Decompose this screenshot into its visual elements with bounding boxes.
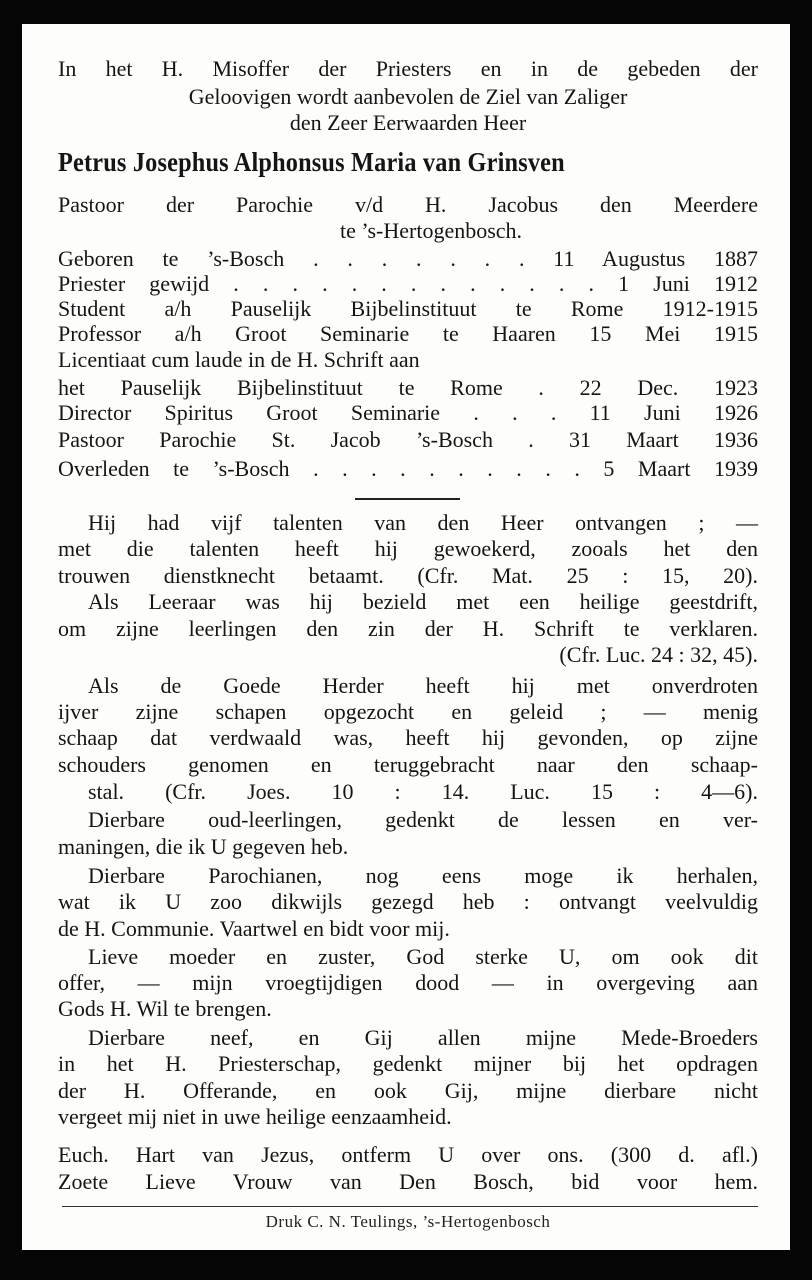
intro-line: Geloovigen wordt aanbevolen de Ziel van Zaliger	[188, 84, 628, 109]
body-line: vergeet mij niet in uwe heilige eenzaamheid.	[58, 1104, 452, 1129]
body-line: der H. Offerande, en ook Gij, mijne dierbare nicht	[58, 1078, 758, 1103]
intro-line: In het H. Misoffer der Priesters en in de gebeden der	[58, 56, 758, 81]
body-line: Hij had vijf talenten van den Heer ontvangen ; —	[88, 510, 758, 535]
career-line: Geboren te ’s-Bosch . . . . . . . 11 Augustus 1887	[58, 246, 758, 271]
body-line: wat ik U zoo dikwijls gezegd heb : ontvangt veelvuldig	[58, 889, 758, 914]
body-line: Gods H. Wil te brengen.	[58, 996, 272, 1021]
prayer-line: Euch. Hart van Jezus, ontferm U over ons. (300 d. afl.)	[58, 1142, 758, 1167]
body-line: maningen, die ik U gegeven heb.	[58, 834, 349, 859]
career-line: Overleden te ’s-Bosch . . . . . . . . . . 5 Maart 1939	[58, 456, 758, 481]
career-line: Licentiaat cum laude in de H. Schrift aan	[58, 347, 420, 372]
body-line: Dierbare oud-leerlingen, gedenkt de lessen en ver-	[88, 807, 758, 832]
printer-credit: Druk C. N. Teulings, ’s-Hertogenbosch	[265, 1212, 551, 1231]
footer-rule	[62, 1206, 758, 1207]
body-line: Als Leeraar was hij bezield met een heilige geestdrift,	[88, 589, 758, 614]
intro-line: den Zeer Eerwaarden Heer	[289, 110, 527, 135]
divider	[355, 498, 460, 500]
title-line: te ’s-Hertogenbosch.	[340, 218, 523, 243]
career-line: Priester gewijd . . . . . . . . . . . . . 1 Juni 1912	[58, 271, 758, 296]
title-line: Pastoor der Parochie v/d H. Jacobus den Meerdere	[58, 192, 758, 217]
body-line: (Cfr. Luc. 24 : 32, 45).	[559, 642, 758, 667]
body-line: stal. (Cfr. Joes. 10 : 14. Luc. 15 : 4—6).	[88, 779, 758, 804]
deceased-name: Petrus Josephus Alphonsus Maria van Grinsven	[58, 147, 565, 177]
body-line: Als de Goede Herder heeft hij met onverdroten	[88, 673, 758, 698]
body-line: met die talenten heeft hij gewoekerd, zooals het den	[58, 536, 758, 561]
body-line: Dierbare neef, en Gij allen mijne Mede-Broeders	[88, 1025, 758, 1050]
prayer-line: Zoete Lieve Vrouw van Den Bosch, bid voor hem.	[58, 1169, 758, 1194]
body-line: Dierbare Parochianen, nog eens moge ik herhalen,	[88, 863, 758, 888]
career-line: Director Spiritus Groot Seminarie . . . 11 Juni 1926	[58, 400, 758, 425]
body-line: om zijne leerlingen den zin der H. Schrift te verklaren.	[58, 616, 758, 641]
career-line: Pastoor Parochie St. Jacob ’s-Bosch . 31 Maart 1936	[58, 427, 758, 452]
body-line: de H. Communie. Vaartwel en bidt voor mij.	[58, 916, 450, 941]
body-line: offer, — mijn vroegtijdigen dood — in overgeving aan	[58, 970, 758, 995]
career-line: Student a/h Pauselijk Bijbelinstituut te Rome 1912-1915	[58, 296, 758, 321]
career-line: Professor a/h Groot Seminarie te Haaren 15 Mei 1915	[58, 321, 758, 346]
body-line: Lieve moeder en zuster, God sterke U, om ook dit	[88, 944, 758, 969]
career-line: het Pauselijk Bijbelinstituut te Rome . 22 Dec. 1923	[58, 375, 758, 400]
body-line: schaap dat verdwaald was, heeft hij gevonden, op zijne	[58, 725, 758, 750]
body-line: in het H. Priesterschap, gedenkt mijner bij het opdragen	[58, 1051, 758, 1076]
body-line: ijver zijne schapen opgezocht en geleid ; — menig	[58, 699, 758, 724]
body-line: schouders genomen en teruggebracht naar den schaap-	[58, 752, 758, 777]
body-line: trouwen dienstknecht betaamt. (Cfr. Mat. 25 : 15, 20).	[58, 563, 758, 588]
